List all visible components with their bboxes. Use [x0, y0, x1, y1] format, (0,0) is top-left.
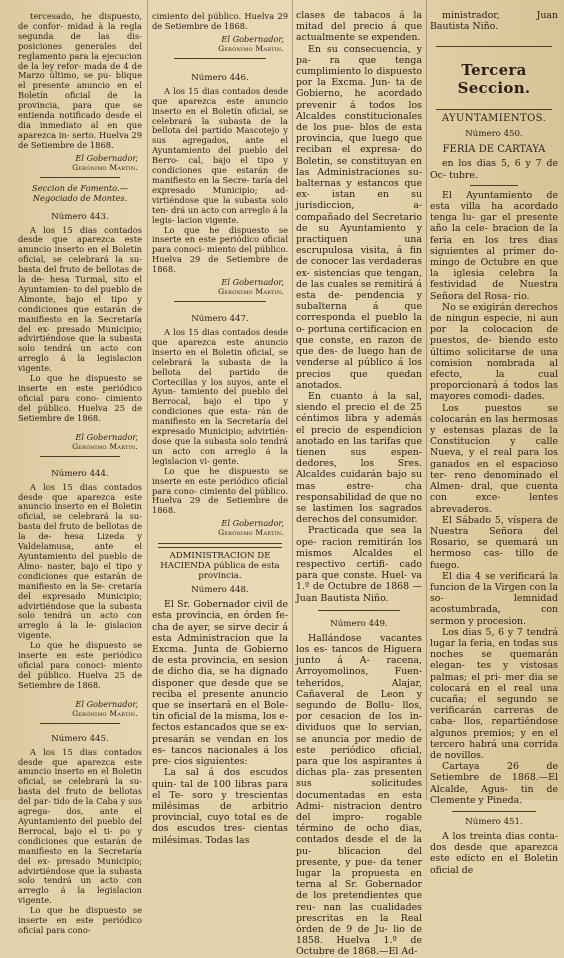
column-separator: [426, 0, 427, 800]
notice-446-body: A los 15 dias contados desde que aparezca este anuncio inserto en el Boletín oficial, se celebrará la subasta de la bellota del partido Mascotejo y sus agregados, ante el Ayuntamiento del pueblo del Berro- cal, bajo el tipo y condiciones que estarán de manifiesto en la Secre- taría del expresado Municipio; ad- virtiéndose que la subasta solo ten- drá un acto con arreglo á la legis- lacion vigente.: [152, 85, 288, 225]
notice-447-body: A los 15 dias contados desde que aparezca este anuncio inserto en el Boletin oficial, se celebrará la subasta de la bellota del partido de Cortecillas y los suyos, ante el Ayun- tamiento del pueblo del Berrocal, bajo el tipo y condiciones que esta- rán de manifiesto en la Secretaría del expresado Municipio; advirtién- dose que la subasta solo tendrá un acto con arreglo á la legislacion vi- gente.: [152, 327, 288, 466]
col4-top-text: ministrador, Juan Bautista Niño.: [430, 10, 558, 33]
feria-dates: en los dias 5, 6 y 7 de Oc- tubre.: [430, 158, 558, 181]
feria-paragraph-3: Los puestos se colocarán en las hermosas y estensas plazas de la Constitucion y calle Nueva, y el real para los ganados en el espacioso ter- reno denominado el Almen- dral, que cuenta con exce- lentes abrevaderos.: [430, 402, 558, 515]
signature-title: El Gobernador,: [75, 152, 138, 163]
divider: [40, 723, 120, 724]
feria-paragraph-1: El Ayuntamiento de esta villa ha acordado tenga lu- gar el presente año la cele- bracion de la feria en los tres dias siguientes al primer do- mingo de Octubre en que la iglesia celebra la festividad de Nuestra Señora del Rosa- rio.: [430, 189, 558, 302]
notice-number-448: Número 448.: [191, 585, 249, 596]
col3-paragraph-2: En su consecuencia, y pa- ra que tenga cumplimiento lo dispuesto por la Excma. Jun- ta de Gobierno, he acordado prevenir á todos los Alcaldes constitucionales de los pue- blos de esta provincia, que luego que reciban el expresa- do Boletin, se constituyan en las Administraciones su- balternas y estancos que ex- istan en su jurisdiccion, a- compañado del Secretario de su Ayuntamiento y practiquen una escrupulosa visita, á fin de conocer las verdaderas ex- sistencias que tengan, de las cuales se remitirá á esta de- pendencia y subalterna á que corresponda el pueblo la o- portuna certificacion en que conste, en razon de que des- de luego han de venderse al público á los precios que quedan anotados.: [296, 43, 422, 391]
signature-name: Gerónimo Martin.: [218, 43, 284, 53]
col2-top-text: cimiento del público. Huelva 29 de Setiembre de 1868.: [152, 11, 288, 31]
notice-449-body: Hallándose vacantes los es- tancos de Higuera junto á A- racena, Arroyomolinos, Fuen- teheridos, Alajar, Cañaveral de Leon y segundo de Bollu- llos, por cesacion de los in- dividuos que lo servian, se anuncia por medio de este periódico oficial, para que los aspirantes á dichas pla- zas presenten sus solicitudes documentadas en esta Admi- nistracion dentro del impro- rogable término de ocho dias, contados desde el de la pu- blicacion del presente, y pue- da tener lugar la propuesta en terna al Sr. Gobernador de los pretendientes que reu- nan las cualidades prescritas en la Real órden de 9 de Ju- lio de 1858. Huelva 1.º de Octubre de 1868.—El Ad-: [296, 632, 422, 958]
notice-445-body: A los 15 dias contados desde que aparezca este anuncio inserto en el Boletin oficial, se celebrará la su- basta del fruto de bellotas del par- tido de la Caba y sus agrega- dos, ante el Ayuntamiento del pueblo del Berrocal, bajo el ti- po y condiciones que estarán de manifiesto en la Secretaría del ex- presado Municipio; advirtiéndose que la subasta solo tendrá un acto con arreglo á la legislacion vigente.: [18, 746, 142, 906]
divider: [174, 58, 266, 59]
col3-paragraph-4: Practicada que sea la ope- racion remitirán los mismos Alcaldes el respectivo certifi- cado para que conste. Huel- va 1.º de Octubre de 1868 —Juan Bautista Niño.: [296, 525, 422, 604]
section-subtitle-ayuntamientos: AYUNTAMIENTOS.: [441, 113, 547, 125]
divider: [174, 301, 266, 302]
feria-heading: FERIA DE CARTAYA: [442, 144, 546, 156]
feria-paragraph-5: El dia 4 se verificará la funcion de la Virgen con la so- lemnidad acostumbrada, con sermon y procesion.: [430, 570, 558, 627]
feria-paragraph-4: El Sábado 5, víspera de Nuestra Señora del Rosario, se quemará un hermoso cas- tillo de fuego.: [430, 514, 558, 571]
divider: [436, 109, 552, 110]
notice-443-closing: Lo que he dispuesto se inserte en este periódico oficial para cono- cimiento del público. Huelva 25 de Setiembre de 1868.: [18, 373, 142, 423]
notice-number-447: Número 447.: [191, 314, 249, 325]
column-3: [294, 0, 424, 958]
notice-444-body: A los 15 dias contados desde que aparezca este anuncio inserto en el Boletin oficial, se celebrará la su- basta del fruto de bellotas de la de- hesa Lizeda y Valdelamusa, ante el Ayuntamiento del pueblo de Almo- naster, bajo el tipo y condiciones que estarán de manifiesto en la Se- cretaría del expresado Municipio; advirtiéndose que la subasta solo tendrá un acto con arreglo á la le- gislacion vigente.: [18, 481, 142, 641]
notice-number-450: Número 450.: [465, 129, 523, 140]
section-heading-fomento: Seccion de Fomento.—Negociado de Montes.: [32, 182, 128, 203]
notice-448-body: El Sr. Gobernador civil de esta provincia, en órden fe- cha de ayer, se sirve decir á esta Administracion que la Excma. Junta de Gobierno de esta provincia, en sesion de dicho dia, se ha dignado disponer que desde que se reciba el presente anuncio que se insertará en el Bole- tin oficial de la misma, los e- fectos estancados que se ex- presarán se vendan en los es- tancos nacionales á los pre- cios siguientes:: [152, 599, 288, 768]
signature-title: El Gobernador,: [221, 277, 284, 288]
notice-number-443: Número 443.: [51, 211, 109, 222]
signature-name: Gerónimo Martin.: [72, 708, 138, 718]
notice-446-closing: Lo que he dispuesto se inserte en este periódico oficial para conoci- miento del público. Huelva 29 de Setiembre de 1868.: [152, 224, 288, 275]
column-separator: [292, 0, 293, 800]
col3-top-text: clases de tabacos á la mitad del precio á que actualmente se expenden.: [296, 10, 422, 44]
divider: [470, 185, 518, 186]
signature-title: El Gobernador,: [221, 518, 284, 529]
admin-hacienda-heading: ADMINISTRACION DE HACIENDA pública de esta provincia.: [160, 551, 280, 582]
divider: [40, 456, 120, 457]
divider: [158, 543, 282, 544]
signature-name: Gerónimo Martin.: [72, 162, 138, 172]
column-2: [150, 0, 290, 846]
notice-451-body: A los treinta dias conta- dos desde que aparezca este edicto en el Boletin oficial de: [430, 830, 558, 876]
notice-447-closing: Lo que he dispuesto se inserte en este periódico oficial para cono- cimiento del público. Huelva 29 de Setiembre de 1868.: [152, 465, 288, 516]
column-separator: [147, 0, 148, 800]
column-4: [428, 0, 564, 876]
feria-paragraph-2: No se exigirán derechos de ningun especie, ni aun por la colocacion de puestos, de- biendo esto último solicitarse de una comision nombrada al efecto, la cual proporcionará á todos las mayores comodi- dades.: [430, 301, 558, 403]
notice-444-closing: Lo que he dispuesto se inserte en este periódico oficial para conoci- miento del público. Huelva 25 de Setiembre de 1868.: [18, 640, 142, 690]
divider: [452, 811, 536, 812]
signature-title: El Gobernador,: [75, 698, 138, 709]
notice-443-body: A los 15 dias contados desde que aparezca este anuncio inserto en el Boletin oficial, se celebrará la su- basta del fruto de bellotas de la de- hesa Turmal, sito el Ayuntamien- to del pueblo de Almonte, bajo el tipo y condiciones que estarán de manifiesto en la Secretaría del ex- presado Municipio; advirtiéndose que la subasta solo tendrá un acto con arreglo á la legislacion vigente.: [18, 224, 142, 374]
divider: [40, 177, 120, 178]
divider: [318, 610, 400, 611]
section-title-tercera: Tercera Seccion.: [457, 61, 531, 98]
feria-paragraph-6: Los dias 5, 6 y 7 tendrá lugar la feria, en todas sus noches se quemarán elegan- tes y vistosas palmas; el pri- mer dia se colocará en el real una cucaña; el segundo se verificarán carreras de caba- llos, repartiéndose algunos premios; y en el tercero habrá una corrida de novillos.: [430, 626, 558, 761]
divider: [158, 547, 282, 548]
column-1: [0, 0, 144, 935]
feria-signature: Cartaya 26 de Setiembre de 1868.—El Alcalde, Agus- tin de Clemente y Pineda.: [430, 761, 558, 806]
signature-name: Gerónimo Martin.: [218, 287, 284, 297]
notice-number-446: Número 446.: [191, 72, 249, 83]
notice-number-445: Número 445.: [51, 733, 109, 744]
signature-title: El Gobernador,: [221, 33, 284, 44]
col1-top-text: tercesado, he dispuesto, de confor- midad à la regla segunda de las dis- posiciones generales del reglamento para la ejecucion de la ley refor- mada de 4 de Marzo último, se pu- blique el presente anuncio en el Boletín oficial de la provincia, para que se entienda notificado desde el dia inmediato al en que aparezca in- serto. Huelva 29 de Setiembre de 1868.: [18, 11, 142, 150]
signature-name: Gerónimo Martin.: [72, 441, 138, 451]
notice-445-closing: Lo que he dispuesto se inserte en este periódico oficial para cono-: [18, 905, 142, 935]
notice-448-prices: La sal á dos escudos quin- tal de 100 libras para el Te- soro y trescientas milésimas de arbitrio provincial, cuyo total es de dos escudos tres- cientas milésimas. Todas las: [152, 767, 288, 846]
notice-number-444: Número 444.: [51, 468, 109, 479]
notice-number-451: Número 451.: [465, 816, 523, 827]
signature-title: El Gobernador,: [75, 431, 138, 442]
divider: [436, 46, 552, 47]
col3-paragraph-3: En cuanto á la sal, siendo el precio el de 25 céntimos libra y además el precio de espendicion anotado en las tarifas que tienen sus espen- dedores, los Sres. Alcaldes cuidarán bajo su mas estre- cha responsabilidad de que no se lastimen los sagrados derechos del consumidor.: [296, 390, 422, 526]
notice-number-449: Número 449.: [330, 618, 388, 629]
signature-name: Gerónimo Martin.: [218, 528, 284, 538]
